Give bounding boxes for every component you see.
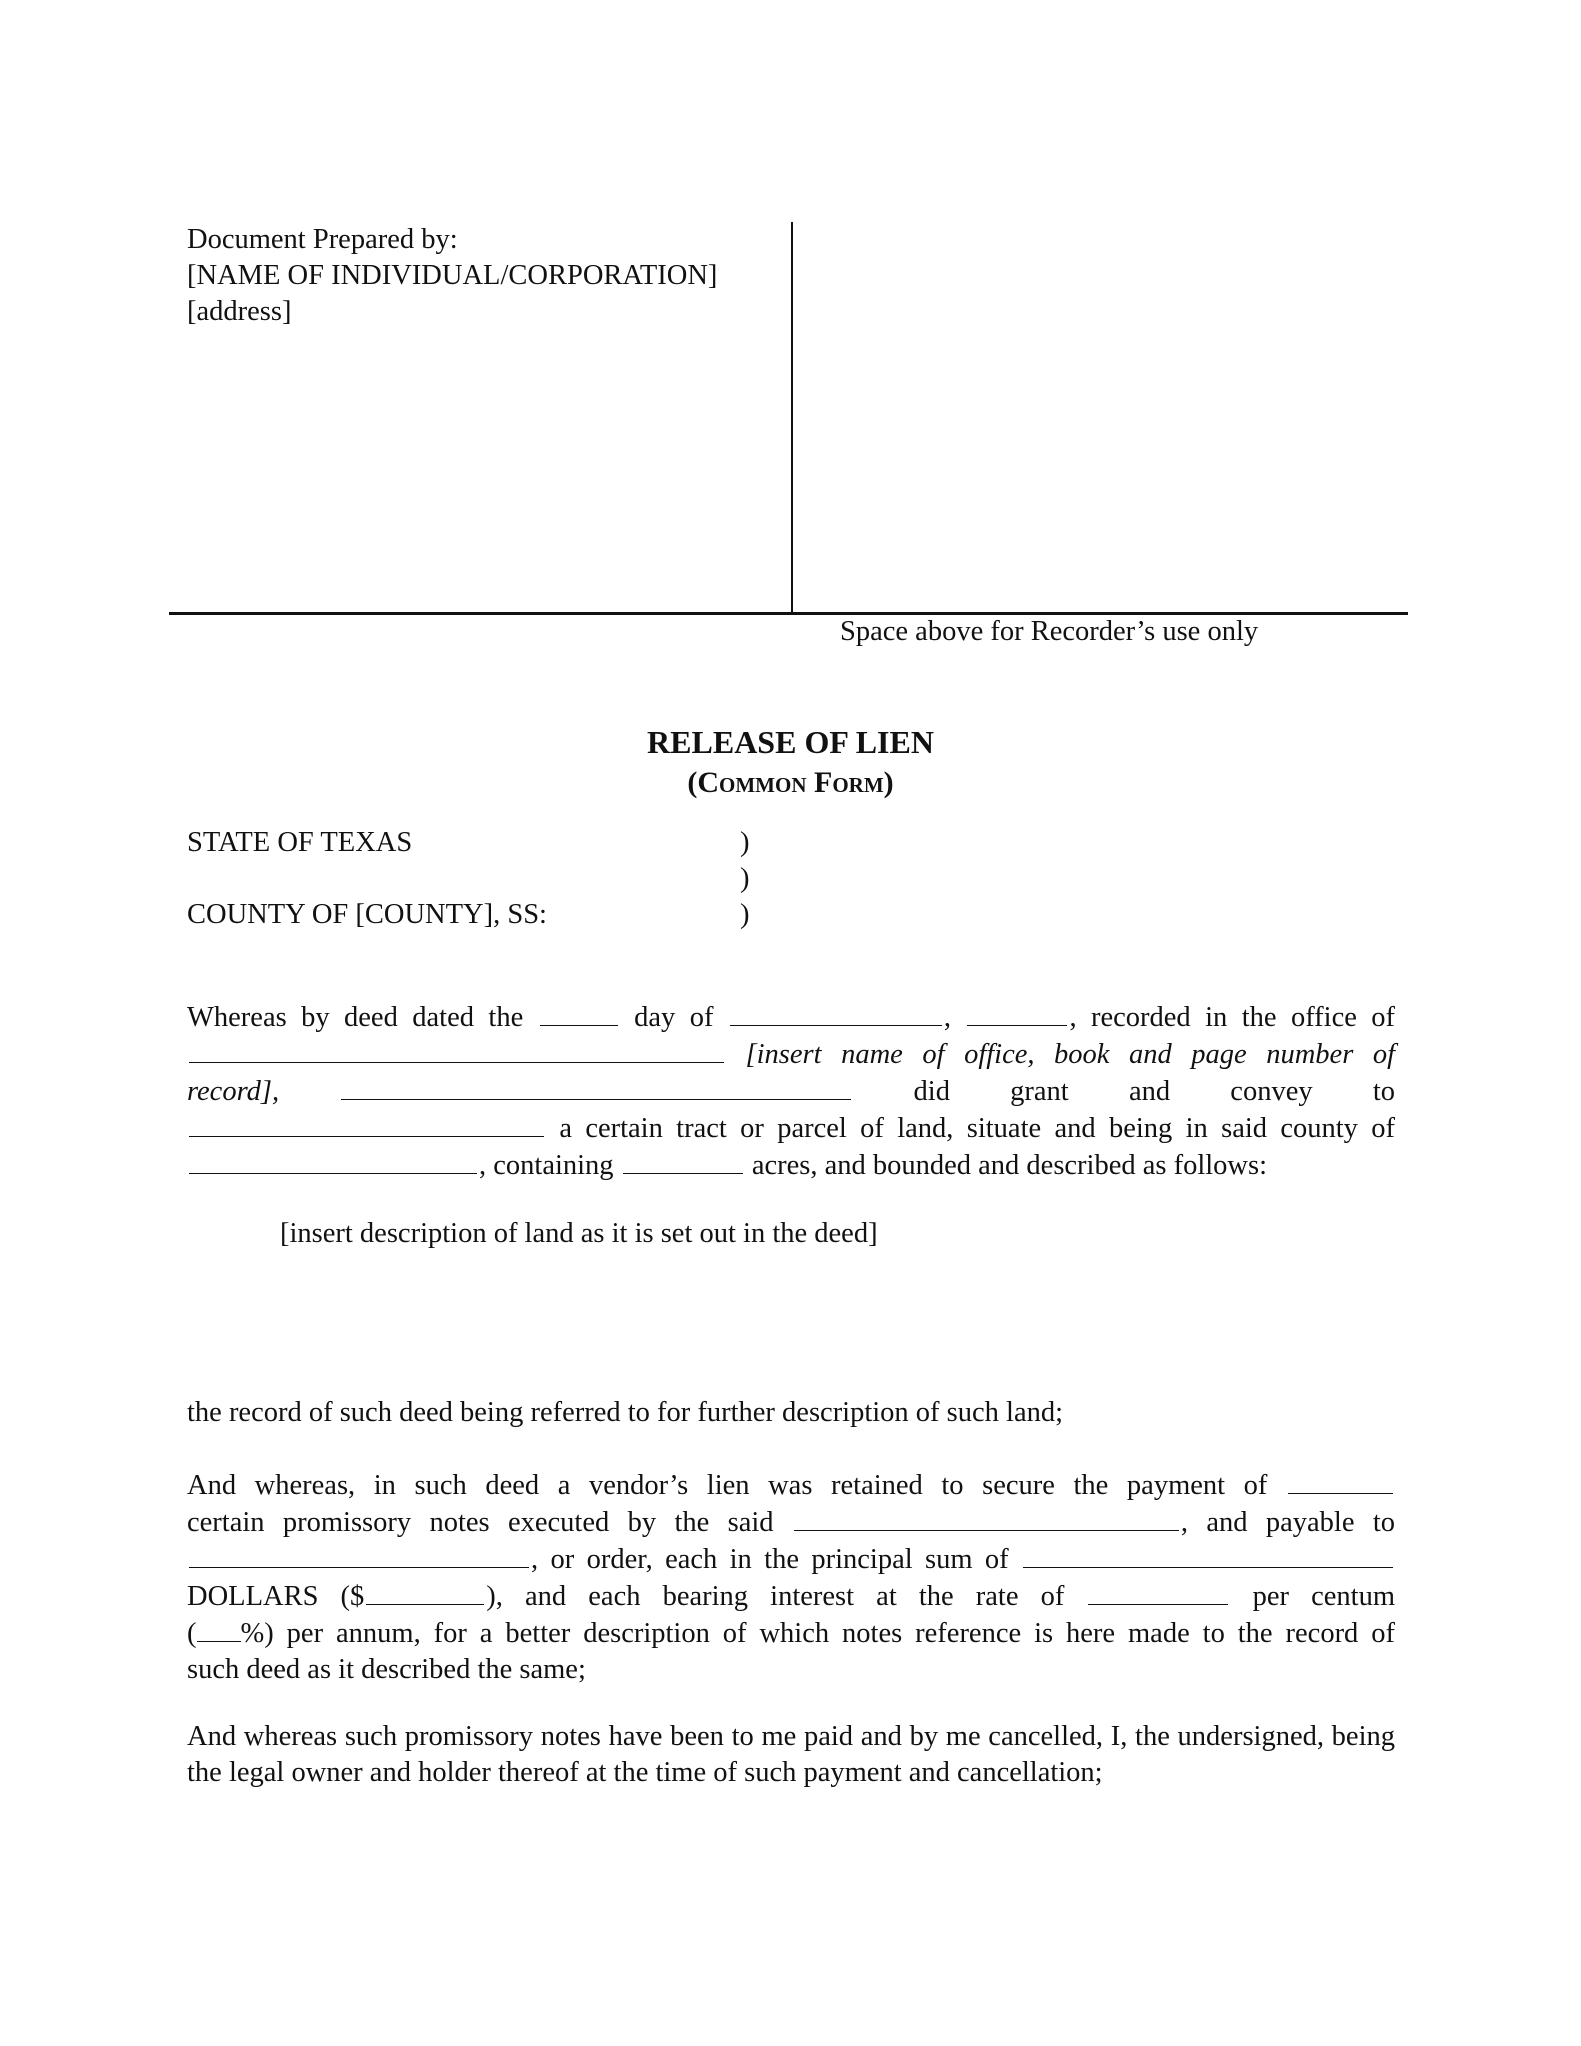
rate-words-blank bbox=[1088, 1578, 1228, 1605]
lien-line-5: ( %) per annum, for a better description of which notes reference is here made to the record of bbox=[187, 1615, 1395, 1652]
acres-blank bbox=[623, 1147, 743, 1174]
year-blank bbox=[967, 999, 1067, 1026]
lien-line-6: such deed as it described the same; bbox=[187, 1654, 586, 1685]
state-line: STATE OF TEXAS bbox=[187, 827, 413, 858]
rate-percent-blank bbox=[197, 1615, 241, 1642]
preparer-block bbox=[187, 222, 787, 330]
record-line: the record of such deed being referred to for further description of such land; bbox=[187, 1397, 1064, 1428]
grantor-blank bbox=[341, 1073, 851, 1100]
lien-line-1: And whereas, in such deed a vendor’s lien was retained to secure the payment of bbox=[187, 1467, 1395, 1504]
county-blank bbox=[189, 1147, 477, 1174]
office-blank bbox=[189, 1036, 724, 1063]
paren-3: ) bbox=[740, 899, 750, 930]
deed-line-5: , containing acres, and bounded and described as follows: bbox=[187, 1147, 1395, 1184]
lien-line-4: DOLLARS ($ ), and each bearing interest at the rate of per centum bbox=[187, 1578, 1395, 1615]
deed-line-4: a certain tract or parcel of land, situate and being in said county of bbox=[187, 1110, 1395, 1147]
lien-line-2: certain promissory notes executed by the said , and payable to bbox=[187, 1504, 1395, 1541]
document-subtitle: (Common Form) bbox=[687, 766, 894, 799]
document-title: RELEASE OF LIEN bbox=[647, 724, 934, 760]
notes-count-blank bbox=[1288, 1467, 1393, 1494]
county-line: COUNTY OF [COUNTY], SS: bbox=[187, 899, 547, 930]
deed-line-2: [insert name of office, book and page number of bbox=[187, 1036, 1395, 1073]
payee-blank bbox=[189, 1541, 529, 1568]
principal-amount-blank bbox=[366, 1578, 484, 1605]
prepared-by-label: Document Prepared by: bbox=[187, 224, 458, 255]
deed-line-1: Whereas by deed dated the day of , , recorded in the office of bbox=[187, 999, 1395, 1036]
principal-words-blank bbox=[1023, 1541, 1393, 1568]
paren-1: ) bbox=[740, 827, 750, 858]
venue-parens bbox=[740, 825, 750, 933]
maker-blank bbox=[794, 1504, 1179, 1531]
month-blank bbox=[730, 999, 942, 1026]
lien-line-3: , or order, each in the principal sum of bbox=[187, 1541, 1395, 1578]
preparer-name: [NAME OF INDIVIDUAL/CORPORATION] bbox=[187, 260, 718, 291]
grantee-blank bbox=[189, 1110, 544, 1137]
paren-2: ) bbox=[740, 863, 750, 894]
preparer-address: [address] bbox=[187, 296, 292, 327]
land-description: [insert description of land as it is set out in the deed] bbox=[280, 1218, 878, 1249]
day-blank bbox=[540, 999, 618, 1026]
deed-paragraph bbox=[187, 999, 1395, 1184]
recorder-note: Space above for Recorder’s use only bbox=[840, 616, 1259, 647]
recorder-vertical-rule bbox=[791, 222, 793, 614]
payment-paragraph: And whereas such promissory notes have been to me paid and by me cancelled, I, the undersigned, being the legal owner and holder thereof at the time of such payment and cancellation; bbox=[187, 1721, 1395, 1788]
lien-paragraph bbox=[187, 1467, 1395, 1688]
deed-line-3: record], did grant and convey to bbox=[187, 1073, 1395, 1110]
